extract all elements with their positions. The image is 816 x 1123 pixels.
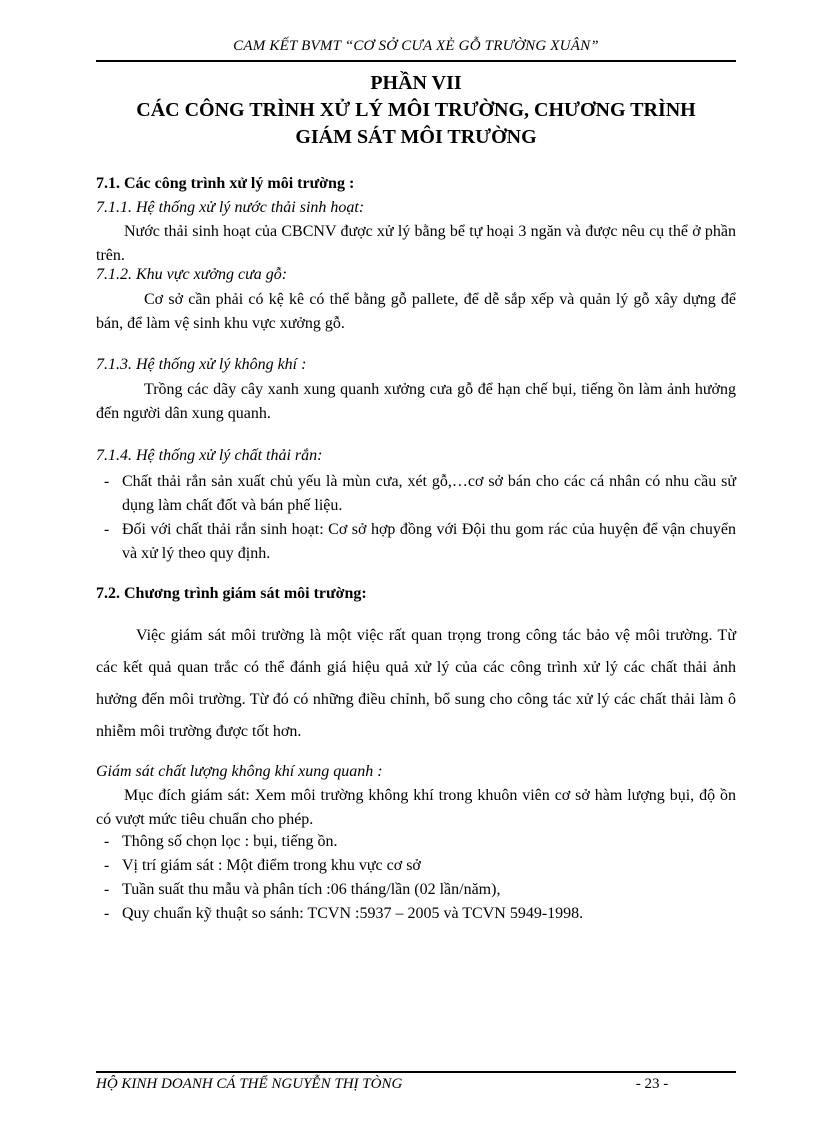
section-7-1-1-text: Nước thải sinh hoạt của CBCNV được xử lý bằng bể tự hoại 3 ngăn và được nêu cụ thể ở phần trên. xyxy=(96,223,736,264)
section-7-1-heading: 7.1. Các công trình xử lý môi trường : xyxy=(96,175,355,192)
running-header: CAM KẾT BVMT “CƠ SỞ CƯA XẺ GỖ TRƯỜNG XUÂN” xyxy=(233,38,599,54)
air-monitoring-list xyxy=(96,830,736,926)
section-7-1-3-text: Trồng các dãy cây xanh xung quanh xưởng cưa gỗ để hạn chế bụi, tiếng ồn làm ảnh hưởng đến người dân xung quanh. xyxy=(96,381,736,422)
list-item: - Quy chuẩn kỹ thuật so sánh: TCVN :5937 – 2005 và TCVN 5949-1998. xyxy=(96,902,736,926)
air-monitoring-purpose: Mục đích giám sát: Xem môi trường không khí trong khuôn viên cơ sở hàm lượng bụi, độ ồn có vượt mức tiêu chuẩn cho phép. xyxy=(96,787,736,828)
section-7-2-heading: 7.2. Chương trình giám sát môi trường: xyxy=(96,585,367,602)
main-title-line2: GIÁM SÁT MÔI TRƯỜNG xyxy=(295,126,537,148)
section-7-1-4-heading: 7.1.4. Hệ thống xử lý chất thải rắn: xyxy=(96,447,323,464)
list-item: - Đối với chất thải rắn sinh hoạt: Cơ sở hợp đồng với Đội thu gom rác của huyện để vận chuyển và xử lý theo quy định. xyxy=(96,518,736,566)
part-title: PHẦN VII xyxy=(370,72,462,94)
main-title-line1: CÁC CÔNG TRÌNH XỬ LÝ MÔI TRƯỜNG, CHƯƠNG TRÌNH xyxy=(136,99,696,121)
section-7-1-3-heading: 7.1.3. Hệ thống xử lý không khí : xyxy=(96,356,307,373)
list-item: - Vị trí giám sát : Một điểm trong khu vực cơ sở xyxy=(96,854,736,878)
page-number: - 23 - xyxy=(635,1076,669,1092)
list-item: - Thông số chọn lọc : bụi, tiếng ồn. xyxy=(96,830,736,854)
section-7-1-2-heading: 7.1.2. Khu vực xưởng cưa gỗ: xyxy=(96,266,288,283)
list-item: - Chất thải rắn sản xuất chủ yếu là mùn cưa, xét gỗ,…cơ sở bán cho các cá nhân có nhu cầu sử dụng làm chất đốt và bán phế liệu. xyxy=(96,470,736,518)
header-rule xyxy=(96,60,736,62)
list-item: - Tuần suất thu mẫu và phân tích :06 tháng/lần (02 lần/năm), xyxy=(96,878,736,902)
air-monitoring-heading: Giám sát chất lượng không khí xung quanh : xyxy=(96,763,383,780)
footer-owner: HỘ KINH DOANH CÁ THỂ NGUYỄN THỊ TÒNG xyxy=(96,1076,403,1092)
section-7-1-1-heading: 7.1.1. Hệ thống xử lý nước thải sinh hoạt: xyxy=(96,199,365,216)
main-title xyxy=(96,97,736,151)
solid-waste-list xyxy=(96,470,736,566)
footer-rule xyxy=(96,1071,736,1073)
section-7-1-2-text: Cơ sở cần phải có kệ kê có thể bằng gỗ pallete, để dễ sắp xếp và quản lý gỗ xây dựng để bán, để làm vệ sinh khu vực xưởng gỗ. xyxy=(96,291,736,332)
section-7-2-text: Việc giám sát môi trường là một việc rất quan trọng trong công tác bảo vệ môi trường. Từ các kết quả quan trắc có thể đánh giá hiệu quả xử lý của các công trình xử lý các chất thải ảnh hưởng đến môi trường. Từ đó có những điều chỉnh, bổ sung cho công tác xử lý các chất thải làm ô nhiễm môi trường được tốt hơn. xyxy=(96,627,736,740)
